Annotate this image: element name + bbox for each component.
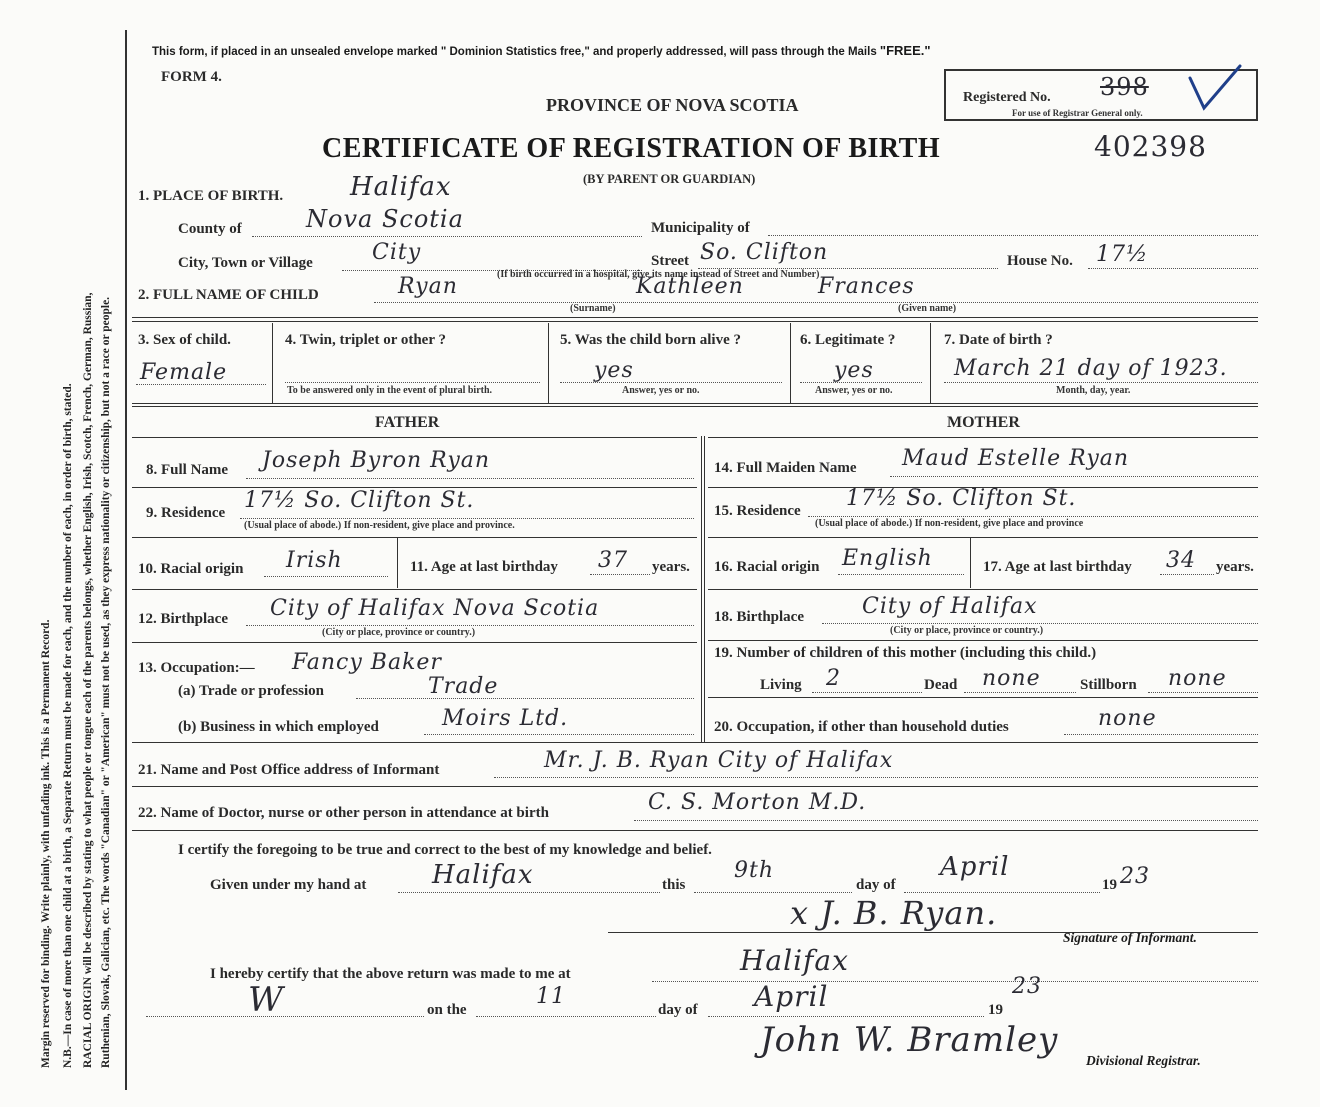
province-heading: PROVINCE OF NOVA SCOTIA [546, 95, 799, 115]
street-value: So. Clifton [700, 240, 829, 265]
father-heading: FATHER [375, 414, 440, 431]
legitimate-value: yes [834, 358, 874, 383]
margin-note-plural-birth: N.B.—In case of more than one child at a birth, a Separate Return must be made for each, and the number of each, in order of birth, stated. [62, 383, 74, 1068]
stillborn-value: none [1168, 666, 1227, 691]
twin-note: To be answered only in the event of plural birth. [287, 385, 493, 396]
mother-residence-note: (Usual place of abode.) If non-resident, give place and province [815, 518, 1084, 529]
mother-heading: MOTHER [947, 414, 1020, 431]
certificate-subtitle: (BY PARENT OR GUARDIAN) [583, 172, 756, 186]
registrar-signature-label: Divisional Registrar. [1086, 1053, 1201, 1068]
mail-notice-text: This form, if placed in an unsealed envelope marked " Dominion Statistics free," and properly addressed, will pass through the Mails [152, 46, 877, 58]
father-business-label: (b) Business in which employed [178, 719, 379, 735]
informant-signature-label: Signature of Informant. [1063, 930, 1197, 945]
father-occupation-label: 13. Occupation:— [138, 660, 255, 676]
given-month: April [940, 852, 1010, 882]
margin-note-racial-origin: RACIAL ORIGIN will be described by stating to what people or tongue each of the parents belongs, whether English, Irish, Scotch, French, German, Russian, [82, 292, 94, 1068]
registered-label: Registered No. [963, 90, 1051, 105]
registrar-mark: W [248, 980, 284, 1020]
dob-label: 7. Date of birth ? [944, 332, 1053, 348]
mother-occupation-label: 20. Occupation, if other than household duties [714, 719, 1009, 735]
stillborn-label: Stillborn [1080, 677, 1137, 693]
margin-note-binding: Margin reserved for binding. Write plainly, with unfading ink. This is a Permanent Record. [40, 619, 52, 1068]
given-name-caption: (Given name) [898, 303, 957, 314]
father-residence-value: 17½ So. Clifton St. [244, 488, 475, 513]
registrar-statement: I hereby certify that the above return was made to me at [210, 966, 571, 982]
father-age-value: 37 [598, 548, 628, 573]
registrar-year: 23 [1012, 974, 1042, 999]
registrar-signature: John W. Bramley [760, 1020, 1059, 1060]
living-label: Living [760, 677, 802, 693]
child-given-name-2: Frances [818, 274, 915, 299]
mother-name-value: Maud Estelle Ryan [902, 446, 1130, 471]
father-years-label: years. [652, 559, 690, 575]
registrar-place: Halifax [740, 944, 849, 977]
mother-birthplace-value: City of Halifax [862, 594, 1038, 619]
father-race-label: 10. Racial origin [138, 561, 244, 577]
form-number: FORM 4. [161, 69, 222, 85]
day-of-label: day of [856, 877, 896, 893]
mother-residence-label: 15. Residence [714, 503, 801, 519]
municipality-label: Municipality of [651, 220, 750, 236]
registered-number: 398 [1100, 73, 1149, 101]
father-business-value: Moirs Ltd. [442, 706, 569, 731]
father-birthplace-label: 12. Birthplace [138, 611, 228, 627]
margin-note-racial-origin-cont: Ruthenian, Slovak, Galician, etc. The words "Canadian" or "American" must not be used, as they express nationality or citizenship, but not a race or people. [100, 296, 112, 1068]
legitimate-label: 6. Legitimate ? [800, 332, 896, 348]
mother-race-label: 16. Racial origin [714, 559, 820, 575]
dob-note: Month, day, year. [1056, 385, 1131, 396]
registrar-day-of-label: day of [658, 1002, 698, 1018]
dead-label: Dead [924, 677, 958, 693]
certify-statement: I certify the foregoing to be true and correct to the best of my knowledge and belief. [178, 842, 712, 858]
child-given-name-1: Kathleen [636, 274, 744, 299]
informant-label: 21. Name and Post Office address of Informant [138, 762, 440, 778]
street-label: Street [651, 253, 690, 269]
legitimate-note: Answer, yes or no. [815, 385, 893, 396]
given-year: 23 [1120, 864, 1150, 889]
born-alive-value: yes [594, 358, 634, 383]
father-age-label: 11. Age at last birthday [410, 559, 558, 575]
given-day: 9th [734, 858, 775, 883]
living-value: 2 [826, 666, 841, 691]
mother-race-value: English [842, 546, 933, 571]
mother-residence-value: 17½ So. Clifton St. [846, 486, 1077, 511]
father-name-label: 8. Full Name [146, 462, 229, 478]
mother-birthplace-label: 18. Birthplace [714, 609, 804, 625]
mother-name-label: 14. Full Maiden Name [714, 460, 857, 476]
place-of-birth-value: Halifax [350, 172, 452, 202]
county-label: County of [178, 221, 242, 237]
given-at-place: Halifax [432, 860, 534, 890]
father-residence-note: (Usual place of abode.) If non-resident, give place and province. [244, 520, 515, 531]
city-value: City [372, 240, 422, 265]
child-surname: Ryan [398, 274, 458, 299]
twin-label: 4. Twin, triplet or other ? [285, 332, 446, 348]
registrar-note: For use of Registrar General only. [1012, 108, 1143, 118]
certificate-number: 402398 [1094, 130, 1207, 163]
sex-label: 3. Sex of child. [138, 332, 231, 348]
mail-notice [152, 43, 931, 58]
house-number-label: House No. [1007, 253, 1073, 269]
father-occupation-value: Fancy Baker [292, 650, 442, 675]
mother-birthplace-note: (City or place, province or country.) [890, 625, 1044, 636]
father-trade-label: (a) Trade or profession [178, 683, 324, 699]
city-label: City, Town or Village [178, 255, 313, 271]
father-trade-value: Trade [428, 674, 499, 699]
given-year-prefix: 19 [1102, 877, 1117, 893]
informant-value: Mr. J. B. Ryan City of Halifax [544, 748, 894, 773]
dob-value: March 21 day of 1923. [954, 356, 1228, 381]
registrar-day: 11 [536, 984, 566, 1009]
child-name-label: 2. FULL NAME OF CHILD [138, 287, 319, 303]
sex-value: Female [140, 360, 228, 385]
father-race-value: Irish [286, 548, 343, 573]
mother-age-value: 34 [1166, 548, 1196, 573]
father-birthplace-note: (City or place, province or country.) [322, 627, 476, 638]
mother-occupation-value: none [1098, 706, 1157, 731]
county-value: Nova Scotia [306, 205, 464, 233]
this-label: this [662, 877, 686, 893]
given-at-label: Given under my hand at [210, 877, 367, 893]
born-alive-label: 5. Was the child born alive ? [560, 332, 741, 348]
house-number-value: 17½ [1096, 242, 1149, 267]
mother-children-label: 19. Number of children of this mother (including this child.) [714, 645, 1097, 661]
binding-margin-line [125, 30, 127, 1090]
doctor-label: 22. Name of Doctor, nurse or other person in attendance at birth [138, 805, 549, 821]
on-the-label: on the [427, 1002, 467, 1018]
mail-free: "FREE." [879, 43, 931, 58]
born-alive-note: Answer, yes or no. [622, 385, 700, 396]
dead-value: none [982, 666, 1041, 691]
registrar-month: April [754, 980, 829, 1013]
place-of-birth-label: 1. PLACE OF BIRTH. [138, 188, 284, 204]
mother-age-label: 17. Age at last birthday [983, 559, 1132, 575]
father-residence-label: 9. Residence [146, 505, 226, 521]
surname-caption: (Surname) [570, 303, 616, 314]
hospital-note: (If birth occurred in a hospital, give its name instead of Street and Number) [497, 269, 820, 280]
registrar-year-prefix: 19 [988, 1002, 1003, 1018]
informant-signature: x J. B. Ryan. [790, 894, 998, 932]
check-mark-icon [1186, 60, 1246, 115]
mother-years-label: years. [1216, 559, 1254, 575]
father-name-value: Joseph Byron Ryan [262, 448, 491, 473]
doctor-value: C. S. Morton M.D. [648, 790, 867, 815]
certificate-title: CERTIFICATE OF REGISTRATION OF BIRTH [322, 133, 941, 164]
father-birthplace-value: City of Halifax Nova Scotia [270, 596, 600, 621]
